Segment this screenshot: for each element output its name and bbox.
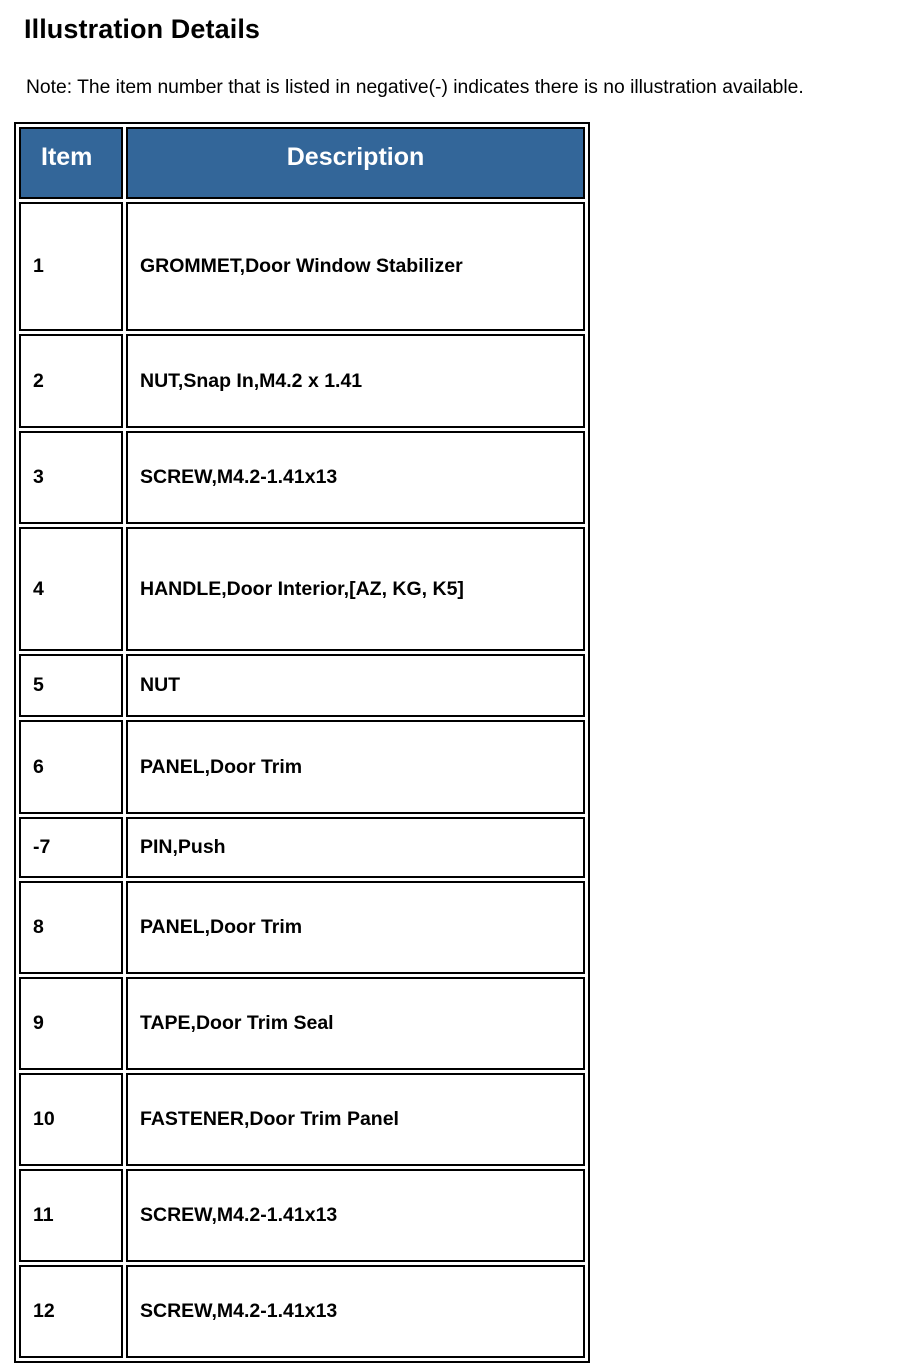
- item-number-cell: 6: [19, 720, 123, 814]
- description-cell: SCREW,M4.2-1.41x13: [126, 1265, 585, 1358]
- description-cell: PIN,Push: [126, 817, 585, 878]
- description-cell: NUT,Snap In,M4.2 x 1.41: [126, 334, 585, 428]
- item-number-cell: 12: [19, 1265, 123, 1358]
- table-row: [19, 881, 585, 974]
- item-number-cell: 11: [19, 1169, 123, 1262]
- item-number-cell: 4: [19, 527, 123, 651]
- description-cell: PANEL,Door Trim: [126, 720, 585, 814]
- item-number-cell: 3: [19, 431, 123, 524]
- description-cell: GROMMET,Door Window Stabilizer: [126, 202, 585, 331]
- column-header-item: Item: [19, 127, 123, 199]
- table-row: [19, 977, 585, 1070]
- table-row: [19, 654, 585, 717]
- column-header-description: Description: [126, 127, 585, 199]
- description-cell: FASTENER,Door Trim Panel: [126, 1073, 585, 1166]
- table-header-row: [19, 127, 585, 199]
- description-cell: NUT: [126, 654, 585, 717]
- description-cell: HANDLE,Door Interior,[AZ, KG, K5]: [126, 527, 585, 651]
- table-row: [19, 1169, 585, 1262]
- table-row: [19, 720, 585, 814]
- item-number-cell: 10: [19, 1073, 123, 1166]
- description-cell: SCREW,M4.2-1.41x13: [126, 431, 585, 524]
- item-number-cell: 8: [19, 881, 123, 974]
- description-cell: SCREW,M4.2-1.41x13: [126, 1169, 585, 1262]
- item-number-cell: -7: [19, 817, 123, 878]
- table-row: [19, 431, 585, 524]
- description-cell: TAPE,Door Trim Seal: [126, 977, 585, 1070]
- table-row: [19, 817, 585, 878]
- table-row: [19, 1265, 585, 1358]
- item-number-cell: 2: [19, 334, 123, 428]
- item-number-cell: 5: [19, 654, 123, 717]
- description-cell: PANEL,Door Trim: [126, 881, 585, 974]
- item-number-cell: 1: [19, 202, 123, 331]
- parts-table: [14, 122, 590, 1363]
- table-row: [19, 334, 585, 428]
- table-row: [19, 1073, 585, 1166]
- illustration-note: Note: The item number that is listed in negative(-) indicates there is no illustration available.: [26, 77, 804, 98]
- table-row: [19, 202, 585, 331]
- table-row: [19, 527, 585, 651]
- page-title: Illustration Details: [24, 14, 261, 44]
- item-number-cell: 9: [19, 977, 123, 1070]
